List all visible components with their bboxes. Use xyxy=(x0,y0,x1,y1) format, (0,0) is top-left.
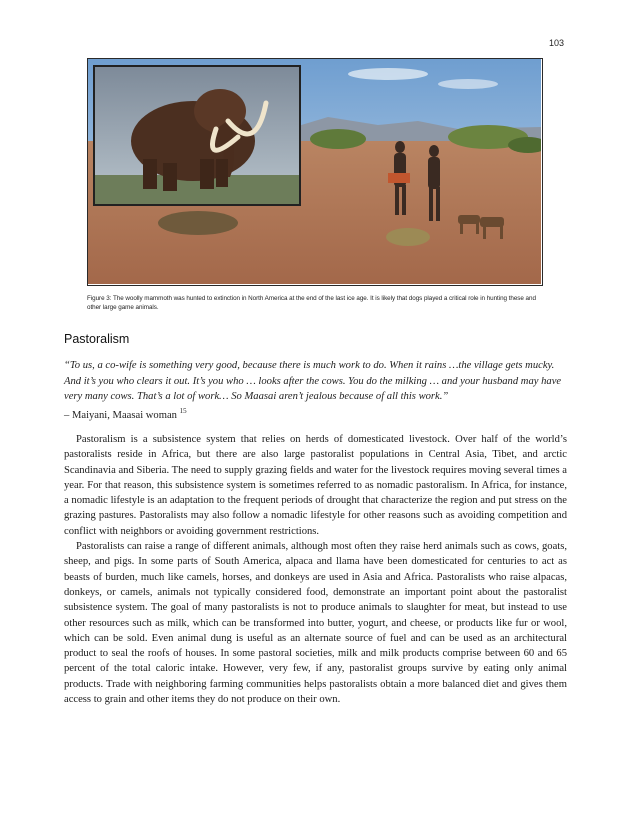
mammoth-and-herders-photo-icon xyxy=(88,59,541,284)
footnote-marker: 15 xyxy=(179,407,187,415)
paragraph-1: Pastoralism is a subsistence system that relies on herds of domesticated livestock. Over half of the world’s pastoralists reside in Africa, but there are also large pastoralist populations in Central Asia, Tibet, and arctic Scandinavia and Siberia. The need to supply grazing fields and water for the livestock requires moving several times a year. For that reason, this subsistence system is sometimes referred to as nomadic pastoralism. In Africa, for instance, a nomadic lifestyle is an adaptation to the frequent periods of drought that characterize the region and put stress on the grazing pastures. Pastoralists may also follow a nomadic lifestyle for other reasons such as avoiding competition and conflict with neighbors or avoiding government restrictions. xyxy=(64,434,567,537)
body-text xyxy=(64,432,567,707)
page-number: 103 xyxy=(548,38,564,48)
figure-image xyxy=(87,58,543,286)
section-heading: Pastoralism xyxy=(64,332,130,346)
quote-attribution xyxy=(64,404,187,423)
figure-caption: Figure 3: The woolly mammoth was hunted to extinction in North America at the end of the last ice age. It is likely that dogs played a critical role in hunting these and other large game animals. xyxy=(87,295,536,311)
paragraph-2: Pastoralists can raise a range of different animals, although most often they raise herd animals such as cows, goats, sheep, and pigs. In some parts of South America, alpaca and llama have been domesticated for centuries to act as beasts of burden, much like camels, horses, and donkeys are used in Asia and Africa. Pastoralists who raise alpacas, donkeys, or camels, animals not typically considered food, demonstrate an important point about the pastoralist subsistence system. The goal of many pastoralists is not to produce animals to slaughter for meat, but instead to use other resources such as milk, which can be transformed into butter, yogurt, and cheese, or products like fur or wool, which can be sold. Even animal dung is useful as an alternate source of fuel and can be used as an architectural product to seal the roofs of houses. In some pastoral societies, milk and milk products comprise between 60 and 65 percent of the total caloric intake. However, very few, if any, pastoralist groups survive by eating only animal products. Trade with neighboring farming communities helps pastoralists obtain a more balanced diet and gives them access to grain and other items they do not produce on their own. xyxy=(64,541,567,706)
epigraph-quote: “To us, a co-wife is something very good, because there is much work to do. When it rains …the village gets mucky. And it’s you who clears it out. It’s you who … looks after the cows. You do the milking … and your husband may have very many cows. That’s a lot of work… So Maasai aren’t jealous because of all this work.” xyxy=(64,360,562,402)
attribution-text: – Maiyani, Maasai woman xyxy=(64,410,177,421)
